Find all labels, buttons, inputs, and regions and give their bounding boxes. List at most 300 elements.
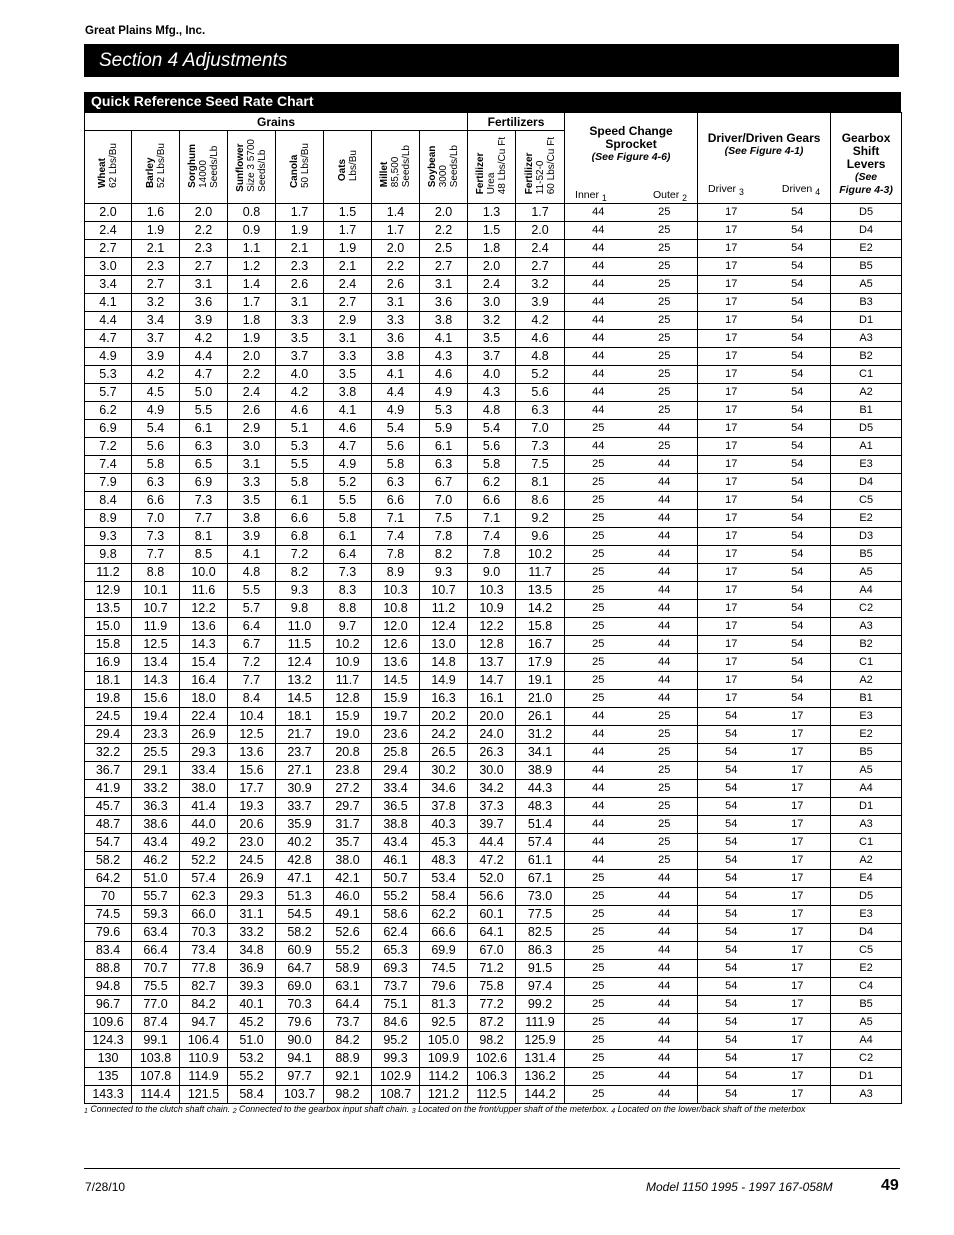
inner-subheader: Inner $_1$ bbox=[575, 189, 607, 204]
table-cell: 4.2 bbox=[276, 384, 324, 402]
table-cell: 24.0 bbox=[468, 726, 516, 744]
table-cell: 4.8 bbox=[516, 348, 565, 366]
table-cell: 3.1 bbox=[372, 294, 420, 312]
table-cell: 4.1 bbox=[372, 366, 420, 384]
table-cell: 45.3 bbox=[420, 834, 468, 852]
table-cell: C1 bbox=[831, 834, 902, 852]
table-cell: 47.1 bbox=[276, 870, 324, 888]
table-cell: 4.4 bbox=[372, 384, 420, 402]
table-cell: 53.4 bbox=[420, 870, 468, 888]
table-cell: 79.6 bbox=[276, 1014, 324, 1032]
table-cell: 1.7 bbox=[372, 222, 420, 240]
table-cell: 103.8 bbox=[132, 1050, 180, 1068]
table-cell: 6.9 bbox=[85, 420, 132, 438]
table-cell: 14.5 bbox=[276, 690, 324, 708]
table-cell: 4.2 bbox=[132, 366, 180, 384]
table-cell: 70.7 bbox=[132, 960, 180, 978]
table-cell: 44 bbox=[632, 528, 698, 546]
table-cell: 17 bbox=[765, 1068, 831, 1086]
table-cell: 44 bbox=[632, 618, 698, 636]
table-cell: 16.7 bbox=[516, 636, 565, 654]
table-cell: 8.8 bbox=[132, 564, 180, 582]
table-cell: 25 bbox=[565, 870, 632, 888]
outer-subheader: Outer $_2$ bbox=[652, 189, 688, 204]
table-cell: 44 bbox=[565, 240, 632, 258]
table-cell: 7.7 bbox=[180, 510, 228, 528]
table-cell: 62.2 bbox=[420, 906, 468, 924]
table-cell: 25 bbox=[632, 762, 698, 780]
table-cell: 14.7 bbox=[468, 672, 516, 690]
table-cell: 44 bbox=[565, 798, 632, 816]
table-cell: 52.6 bbox=[324, 924, 372, 942]
table-cell: 24.5 bbox=[85, 708, 132, 726]
table-cell: 3.3 bbox=[276, 312, 324, 330]
table-cell: 9.6 bbox=[516, 528, 565, 546]
table-cell: 25 bbox=[565, 924, 632, 942]
table-cell: 26.3 bbox=[468, 744, 516, 762]
table-cell: 2.0 bbox=[372, 240, 420, 258]
table-cell: 2.1 bbox=[132, 240, 180, 258]
table-cell: 57.4 bbox=[180, 870, 228, 888]
table-cell: 6.4 bbox=[324, 546, 372, 564]
table-cell: 95.2 bbox=[372, 1032, 420, 1050]
table-cell: 17 bbox=[698, 528, 765, 546]
table-cell: 17 bbox=[698, 348, 765, 366]
table-cell: 54 bbox=[698, 744, 765, 762]
table-cell: 25 bbox=[565, 942, 632, 960]
table-cell: 25 bbox=[632, 240, 698, 258]
table-cell: 44 bbox=[632, 564, 698, 582]
table-cell: 30.0 bbox=[468, 762, 516, 780]
section-title: Section 4 Adjustments bbox=[84, 44, 899, 77]
table-cell: 8.9 bbox=[85, 510, 132, 528]
table-cell: 44 bbox=[565, 762, 632, 780]
table-cell: 45.7 bbox=[85, 798, 132, 816]
table-row bbox=[85, 924, 902, 942]
seed-rate-table bbox=[84, 112, 902, 1104]
table-row bbox=[85, 1050, 902, 1068]
table-cell: 35.7 bbox=[324, 834, 372, 852]
table-cell: 54 bbox=[698, 996, 765, 1014]
table-cell: 54 bbox=[698, 960, 765, 978]
table-cell: 25 bbox=[632, 348, 698, 366]
table-cell: 16.3 bbox=[420, 690, 468, 708]
table-cell: 25 bbox=[565, 510, 632, 528]
table-row bbox=[85, 1014, 902, 1032]
table-cell: 17 bbox=[698, 600, 765, 618]
table-cell: 1.5 bbox=[324, 204, 372, 222]
table-cell: 17 bbox=[698, 312, 765, 330]
table-cell: 44 bbox=[632, 1050, 698, 1068]
table-cell: 55.2 bbox=[324, 942, 372, 960]
table-cell: 4.3 bbox=[420, 348, 468, 366]
table-cell: B1 bbox=[831, 402, 902, 420]
table-cell: 33.2 bbox=[132, 780, 180, 798]
table-row bbox=[85, 312, 902, 330]
table-cell: 23.8 bbox=[324, 762, 372, 780]
table-cell: 46.0 bbox=[324, 888, 372, 906]
table-cell: 23.6 bbox=[372, 726, 420, 744]
table-cell: 114.2 bbox=[420, 1068, 468, 1086]
table-cell: 86.3 bbox=[516, 942, 565, 960]
table-cell: 58.4 bbox=[420, 888, 468, 906]
table-cell: 6.4 bbox=[228, 618, 276, 636]
table-cell: 59.3 bbox=[132, 906, 180, 924]
table-cell: 31.2 bbox=[516, 726, 565, 744]
footer-rule bbox=[84, 1168, 900, 1169]
table-cell: 58.9 bbox=[324, 960, 372, 978]
table-row bbox=[85, 672, 902, 690]
table-cell: 53.2 bbox=[228, 1050, 276, 1068]
table-cell: 98.2 bbox=[324, 1086, 372, 1104]
table-cell: E2 bbox=[831, 726, 902, 744]
table-cell: 14.3 bbox=[132, 672, 180, 690]
table-cell: 2.4 bbox=[228, 384, 276, 402]
table-cell: 12.0 bbox=[372, 618, 420, 636]
table-cell: 2.4 bbox=[85, 222, 132, 240]
table-cell: D5 bbox=[831, 420, 902, 438]
table-cell: 54 bbox=[765, 654, 831, 672]
table-cell: 17 bbox=[698, 330, 765, 348]
table-cell: 6.3 bbox=[372, 474, 420, 492]
table-cell: 44 bbox=[632, 672, 698, 690]
table-cell: C2 bbox=[831, 1050, 902, 1068]
table-cell: 6.3 bbox=[180, 438, 228, 456]
table-cell: 25 bbox=[565, 564, 632, 582]
table-cell: 17 bbox=[765, 996, 831, 1014]
table-cell: D1 bbox=[831, 798, 902, 816]
table-cell: 5.4 bbox=[372, 420, 420, 438]
table-cell: 36.5 bbox=[372, 798, 420, 816]
table-cell: 25 bbox=[632, 726, 698, 744]
table-cell: 44 bbox=[632, 1068, 698, 1086]
table-cell: 83.4 bbox=[85, 942, 132, 960]
table-cell: 99.2 bbox=[516, 996, 565, 1014]
table-cell: 14.5 bbox=[372, 672, 420, 690]
table-cell: 6.3 bbox=[420, 456, 468, 474]
table-cell: 2.0 bbox=[180, 204, 228, 222]
table-cell: 54 bbox=[698, 816, 765, 834]
table-cell: 17 bbox=[698, 402, 765, 420]
table-cell: 97.7 bbox=[276, 1068, 324, 1086]
table-cell: 17 bbox=[698, 420, 765, 438]
table-cell: 4.1 bbox=[228, 546, 276, 564]
table-cell: 29.4 bbox=[372, 762, 420, 780]
table-cell: 19.7 bbox=[372, 708, 420, 726]
table-row bbox=[85, 906, 902, 924]
table-cell: A3 bbox=[831, 330, 902, 348]
table-cell: 26.9 bbox=[180, 726, 228, 744]
table-cell: 6.7 bbox=[420, 474, 468, 492]
table-row bbox=[85, 708, 902, 726]
table-cell: 13.5 bbox=[85, 600, 132, 618]
table-cell: 1.8 bbox=[228, 312, 276, 330]
table-cell: 40.2 bbox=[276, 834, 324, 852]
table-cell: 4.8 bbox=[228, 564, 276, 582]
table-row bbox=[85, 384, 902, 402]
table-cell: 24.5 bbox=[228, 852, 276, 870]
table-cell: 24.2 bbox=[420, 726, 468, 744]
table-cell: 3.1 bbox=[276, 294, 324, 312]
table-cell: A3 bbox=[831, 1086, 902, 1104]
table-cell: 75.1 bbox=[372, 996, 420, 1014]
table-cell: 54 bbox=[698, 834, 765, 852]
table-cell: 26.1 bbox=[516, 708, 565, 726]
table-cell: E3 bbox=[831, 906, 902, 924]
table-cell: 84.2 bbox=[180, 996, 228, 1014]
table-cell: 17 bbox=[698, 690, 765, 708]
table-cell: 2.1 bbox=[276, 240, 324, 258]
table-row bbox=[85, 1032, 902, 1050]
table-cell: 7.7 bbox=[228, 672, 276, 690]
table-cell: 2.2 bbox=[180, 222, 228, 240]
table-cell: 110.9 bbox=[180, 1050, 228, 1068]
table-cell: A4 bbox=[831, 1032, 902, 1050]
table-cell: 8.9 bbox=[372, 564, 420, 582]
table-cell: 114.4 bbox=[132, 1086, 180, 1104]
table-cell: B5 bbox=[831, 546, 902, 564]
table-cell: A5 bbox=[831, 564, 902, 582]
table-cell: 9.3 bbox=[420, 564, 468, 582]
table-cell: 124.3 bbox=[85, 1032, 132, 1050]
table-cell: 2.2 bbox=[372, 258, 420, 276]
table-cell: 62.4 bbox=[372, 924, 420, 942]
table-cell: 29.3 bbox=[180, 744, 228, 762]
table-cell: 25 bbox=[632, 852, 698, 870]
table-cell: 17 bbox=[698, 222, 765, 240]
table-cell: 25 bbox=[565, 456, 632, 474]
table-cell: 2.9 bbox=[324, 312, 372, 330]
table-cell: 1.2 bbox=[228, 258, 276, 276]
table-cell: 25 bbox=[632, 708, 698, 726]
table-cell: 84.2 bbox=[324, 1032, 372, 1050]
table-cell: 2.7 bbox=[420, 258, 468, 276]
table-cell: 1.9 bbox=[132, 222, 180, 240]
table-cell: 7.5 bbox=[516, 456, 565, 474]
table-cell: 6.6 bbox=[132, 492, 180, 510]
table-row bbox=[85, 402, 902, 420]
table-cell: 15.9 bbox=[324, 708, 372, 726]
table-cell: 36.3 bbox=[132, 798, 180, 816]
table-cell: 3.7 bbox=[468, 348, 516, 366]
table-cell: 3.5 bbox=[468, 330, 516, 348]
table-cell: 51.0 bbox=[132, 870, 180, 888]
table-cell: 3.3 bbox=[324, 348, 372, 366]
table-cell: 77.2 bbox=[468, 996, 516, 1014]
table-cell: 109.9 bbox=[420, 1050, 468, 1068]
table-cell: E4 bbox=[831, 870, 902, 888]
table-cell: 44 bbox=[565, 834, 632, 852]
table-cell: 3.2 bbox=[516, 276, 565, 294]
table-cell: 54 bbox=[698, 978, 765, 996]
table-cell: 54 bbox=[698, 852, 765, 870]
table-cell: 44 bbox=[565, 348, 632, 366]
table-cell: A5 bbox=[831, 276, 902, 294]
table-cell: 1.9 bbox=[276, 222, 324, 240]
table-cell: 5.6 bbox=[468, 438, 516, 456]
table-cell: 3.4 bbox=[132, 312, 180, 330]
table-cell: 12.5 bbox=[132, 636, 180, 654]
table-cell: 3.8 bbox=[420, 312, 468, 330]
driver-subheader: Driver $_3$ bbox=[708, 182, 744, 197]
table-cell: 17 bbox=[698, 636, 765, 654]
table-cell: 55.2 bbox=[372, 888, 420, 906]
table-cell: 1.5 bbox=[468, 222, 516, 240]
table-cell: 1.6 bbox=[132, 204, 180, 222]
table-cell: C4 bbox=[831, 978, 902, 996]
table-cell: 94.8 bbox=[85, 978, 132, 996]
table-row bbox=[85, 240, 902, 258]
table-cell: 67.0 bbox=[468, 942, 516, 960]
table-cell: 25 bbox=[565, 672, 632, 690]
footer-date: 7/28/10 bbox=[85, 1180, 126, 1194]
table-cell: 54 bbox=[698, 780, 765, 798]
table-cell: 4.6 bbox=[324, 420, 372, 438]
table-cell: D1 bbox=[831, 1068, 902, 1086]
table-cell: 10.9 bbox=[324, 654, 372, 672]
table-cell: 54 bbox=[765, 366, 831, 384]
table-cell: 3.7 bbox=[132, 330, 180, 348]
table-row bbox=[85, 798, 902, 816]
table-cell: 44 bbox=[565, 330, 632, 348]
table-cell: 44 bbox=[565, 402, 632, 420]
table-row bbox=[85, 978, 902, 996]
table-cell: 2.0 bbox=[420, 204, 468, 222]
table-cell: 17 bbox=[698, 438, 765, 456]
table-cell: 17.9 bbox=[516, 654, 565, 672]
table-cell: 25 bbox=[632, 834, 698, 852]
column-header: Sorghum 14000 Seeds/Lb bbox=[180, 131, 228, 204]
table-cell: C1 bbox=[831, 366, 902, 384]
table-cell: 25 bbox=[565, 960, 632, 978]
table-cell: 54 bbox=[765, 456, 831, 474]
table-cell: 106.4 bbox=[180, 1032, 228, 1050]
table-cell: 3.2 bbox=[468, 312, 516, 330]
table-cell: 23.3 bbox=[132, 726, 180, 744]
table-cell: 39.7 bbox=[468, 816, 516, 834]
table-cell: E3 bbox=[831, 456, 902, 474]
table-cell: 38.0 bbox=[324, 852, 372, 870]
table-cell: 11.6 bbox=[180, 582, 228, 600]
table-cell: 44 bbox=[632, 492, 698, 510]
table-cell: 4.6 bbox=[516, 330, 565, 348]
table-cell: 27.1 bbox=[276, 762, 324, 780]
table-cell: 7.1 bbox=[372, 510, 420, 528]
table-cell: 25 bbox=[565, 1086, 632, 1104]
table-cell: 2.4 bbox=[324, 276, 372, 294]
table-cell: 2.3 bbox=[132, 258, 180, 276]
table-cell: 6.8 bbox=[276, 528, 324, 546]
table-cell: 44 bbox=[565, 744, 632, 762]
table-cell: 98.2 bbox=[468, 1032, 516, 1050]
table-cell: 44.0 bbox=[180, 816, 228, 834]
table-cell: 3.5 bbox=[276, 330, 324, 348]
table-cell: 82.5 bbox=[516, 924, 565, 942]
table-cell: 1.3 bbox=[468, 204, 516, 222]
table-cell: 29.3 bbox=[228, 888, 276, 906]
table-cell: 14.3 bbox=[180, 636, 228, 654]
table-cell: 3.1 bbox=[228, 456, 276, 474]
table-cell: 6.1 bbox=[420, 438, 468, 456]
table-cell: 19.0 bbox=[324, 726, 372, 744]
table-cell: 58.4 bbox=[228, 1086, 276, 1104]
table-cell: 7.2 bbox=[228, 654, 276, 672]
table-cell: 130 bbox=[85, 1050, 132, 1068]
table-cell: 38.9 bbox=[516, 762, 565, 780]
table-cell: 44 bbox=[632, 636, 698, 654]
table-cell: 21.0 bbox=[516, 690, 565, 708]
table-cell: 2.4 bbox=[516, 240, 565, 258]
table-cell: 3.1 bbox=[420, 276, 468, 294]
table-cell: 25.5 bbox=[132, 744, 180, 762]
table-cell: D4 bbox=[831, 924, 902, 942]
table-cell: 25 bbox=[632, 438, 698, 456]
table-cell: 7.8 bbox=[372, 546, 420, 564]
table-cell: 88.8 bbox=[85, 960, 132, 978]
table-cell: 44 bbox=[565, 258, 632, 276]
table-cell: 25 bbox=[632, 744, 698, 762]
table-cell: 6.1 bbox=[180, 420, 228, 438]
table-row bbox=[85, 420, 902, 438]
table-row bbox=[85, 636, 902, 654]
table-cell: 54 bbox=[698, 798, 765, 816]
table-cell: 2.0 bbox=[468, 258, 516, 276]
table-cell: 54 bbox=[698, 1014, 765, 1032]
table-cell: 25 bbox=[565, 1050, 632, 1068]
table-cell: A2 bbox=[831, 852, 902, 870]
table-cell: 44 bbox=[632, 474, 698, 492]
table-cell: 2.7 bbox=[132, 276, 180, 294]
table-cell: 4.9 bbox=[132, 402, 180, 420]
table-cell: 25 bbox=[632, 222, 698, 240]
table-cell: 25 bbox=[565, 1014, 632, 1032]
table-cell: A3 bbox=[831, 816, 902, 834]
table-cell: 74.5 bbox=[85, 906, 132, 924]
table-row bbox=[85, 834, 902, 852]
table-cell: 10.0 bbox=[180, 564, 228, 582]
table-cell: 60.1 bbox=[468, 906, 516, 924]
table-cell: 25 bbox=[565, 1032, 632, 1050]
table-cell: 25 bbox=[565, 690, 632, 708]
table-cell: 20.8 bbox=[324, 744, 372, 762]
table-cell: 37.3 bbox=[468, 798, 516, 816]
table-cell: 18.1 bbox=[276, 708, 324, 726]
table-cell: 6.3 bbox=[132, 474, 180, 492]
table-cell: 17 bbox=[698, 510, 765, 528]
table-cell: 15.8 bbox=[516, 618, 565, 636]
table-cell: 97.4 bbox=[516, 978, 565, 996]
table-cell: 12.2 bbox=[180, 600, 228, 618]
table-row bbox=[85, 942, 902, 960]
table-row bbox=[85, 618, 902, 636]
table-cell: 3.6 bbox=[180, 294, 228, 312]
table-cell: 2.3 bbox=[180, 240, 228, 258]
table-cell: 17 bbox=[698, 456, 765, 474]
table-cell: 44 bbox=[565, 384, 632, 402]
table-cell: 10.2 bbox=[324, 636, 372, 654]
table-cell: 7.8 bbox=[468, 546, 516, 564]
table-cell: 10.8 bbox=[372, 600, 420, 618]
table-cell: 44 bbox=[632, 654, 698, 672]
table-cell: 5.3 bbox=[85, 366, 132, 384]
table-cell: 66.4 bbox=[132, 942, 180, 960]
table-cell: 17 bbox=[765, 1086, 831, 1104]
table-cell: 25 bbox=[565, 420, 632, 438]
table-cell: 25 bbox=[632, 384, 698, 402]
table-cell: 12.6 bbox=[372, 636, 420, 654]
table-cell: 64.7 bbox=[276, 960, 324, 978]
table-cell: 69.0 bbox=[276, 978, 324, 996]
